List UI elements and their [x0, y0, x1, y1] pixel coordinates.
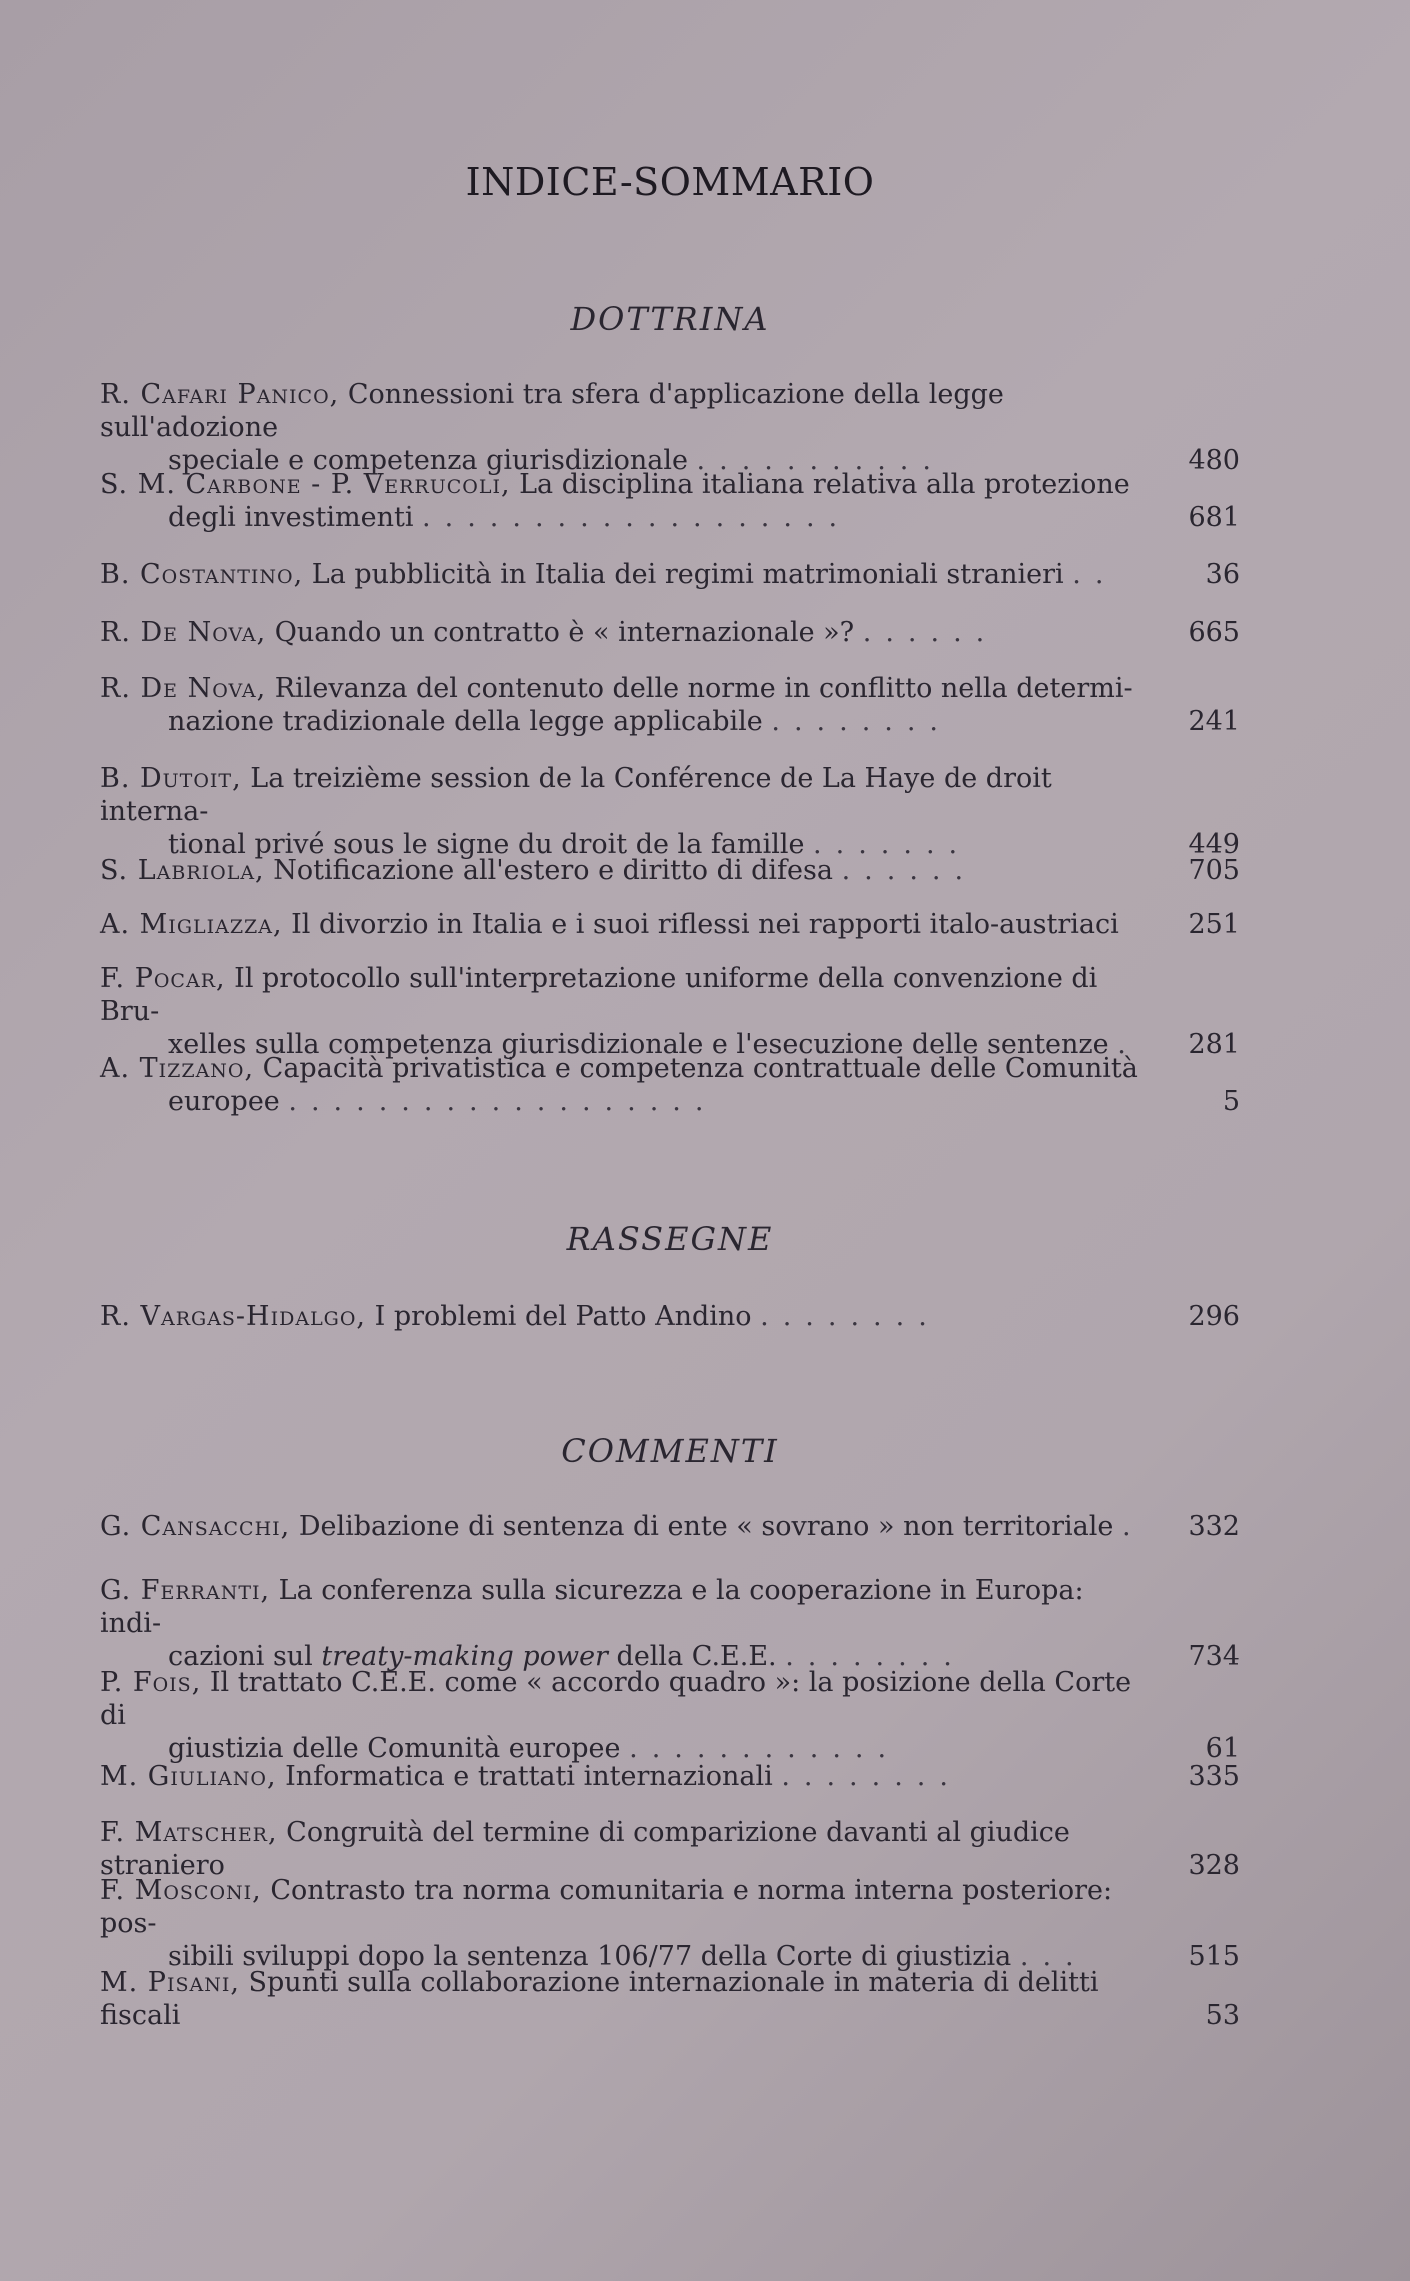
section-heading-dottrina: DOTTRINA	[570, 300, 770, 338]
toc-entry: R. Cafari Panico, Connessioni tra sfera d'applicazione della legge sull'adozione speciale e competenza giurisdizionale ........... 480	[100, 379, 1240, 476]
toc-entry: S. M. Carbone - P. Verrucoli, La disciplina italiana relativa alla protezione degli investimenti ................... 681	[100, 469, 1240, 533]
toc-entry: G. Ferranti, La conferenza sulla sicurezza e la cooperazione in Europa: indi- cazioni sul treaty-making power della C.E.E. ........ 734	[100, 1575, 1240, 1672]
page-number: 53	[1205, 2000, 1240, 2031]
page-number: 251	[1188, 909, 1240, 940]
toc-entry: M. Giuliano, Informatica e trattati internazionali ........ 335	[100, 1761, 1240, 1792]
page-number: 681	[1188, 502, 1240, 533]
toc-entry: S. Labriola, Notificazione all'estero e diritto di difesa ...... 705	[100, 855, 1240, 886]
toc-entry: R. De Nova, Quando un contratto è « internazionale »? ...... 665	[100, 617, 1240, 648]
page-number: 480	[1188, 445, 1240, 476]
toc-entry: M. Pisani, Spunti sulla collaborazione internazionale in materia di delitti fiscali 53	[100, 1967, 1240, 2031]
toc-entry: F. Pocar, Il protocollo sull'interpretazione uniforme della convenzione di Bru- xelles sulla competenza giurisdizionale e l'esecuzione delle sentenze . 281	[100, 963, 1240, 1060]
page-number: 734	[1188, 1641, 1240, 1672]
toc-entry: F. Matscher, Congruità del termine di comparizione davanti al giudice straniero 328	[100, 1817, 1240, 1881]
toc-entry: A. Tizzano, Capacità privatistica e competenza contrattuale delle Comunità europee ................... 5	[100, 1053, 1240, 1117]
toc-entry: P. Fois, Il trattato C.E.E. come « accordo quadro »: la posizione della Corte di giustizia delle Comunità europee ............ 61	[100, 1667, 1240, 1764]
page-title: INDICE-SOMMARIO	[465, 160, 875, 204]
page-number: 332	[1188, 1511, 1240, 1542]
page-number: 665	[1188, 617, 1240, 648]
toc-entry: R. De Nova, Rilevanza del contenuto delle norme in conflitto nella determi- nazione tradizionale della legge applicabile ........ 241	[100, 673, 1240, 737]
toc-entry: R. Vargas-Hidalgo, I problemi del Patto Andino ........ 296	[100, 1301, 1240, 1332]
section-heading-commenti: COMMENTI	[561, 1432, 779, 1470]
page-number: 335	[1188, 1761, 1240, 1792]
page-number: 705	[1188, 855, 1240, 886]
page-number: 449	[1188, 829, 1240, 860]
page-number: 61	[1205, 1733, 1240, 1764]
toc-entry: A. Migliazza, Il divorzio in Italia e i suoi riflessi nei rapporti italo-austriaci 251	[100, 909, 1240, 940]
page-number: 241	[1188, 706, 1240, 737]
toc-entry: G. Cansacchi, Delibazione di sentenza di ente « sovrano » non territoriale . 332	[100, 1511, 1240, 1542]
page-number: 36	[1205, 559, 1240, 590]
page-number: 515	[1188, 1941, 1240, 1972]
page-number: 296	[1188, 1301, 1240, 1332]
page-number: 281	[1188, 1029, 1240, 1060]
page-number: 328	[1188, 1850, 1240, 1881]
toc-entry: B. Costantino, La pubblicità in Italia dei regimi matrimoniali stranieri .. 36	[100, 559, 1240, 590]
section-heading-rassegne: RASSEGNE	[566, 1220, 774, 1258]
toc-entry: B. Dutoit, La treizième session de la Conférence de La Haye de droit interna- tional privé sous le signe du droit de la famille ....... 449	[100, 763, 1240, 860]
toc-entry: F. Mosconi, Contrasto tra norma comunitaria e norma interna posteriore: pos- sibili sviluppi dopo la sentenza 106/77 della Corte di giustizia ... 515	[100, 1875, 1240, 1972]
page-number: 5	[1222, 1086, 1240, 1117]
